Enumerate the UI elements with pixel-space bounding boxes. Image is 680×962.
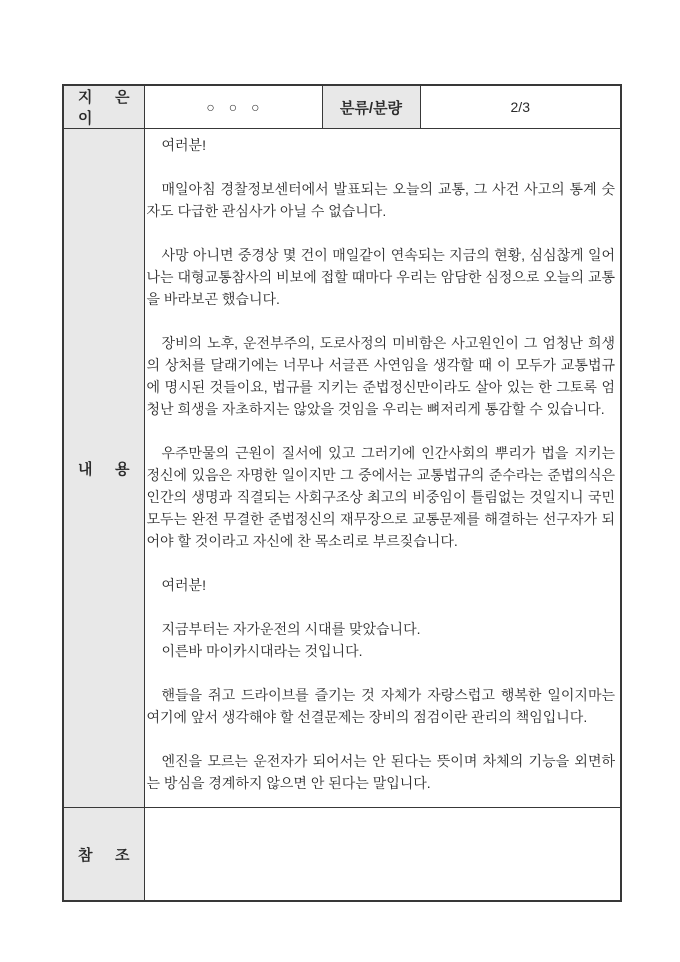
classification-label-cell: 분류/분량 [322, 85, 420, 129]
content-paragraph: 장비의 노후, 운전부주의, 도로사정의 미비함은 사고원인이 그 엄청난 희생의 상처를 달래기에는 너무나 서글픈 사연임을 생각할 때 이 모두가 교통법규에 명시된 것들이요, 법규를 지키는 준법정신만이라도 살아 있는 한 그토록 엄청난 희생을 자초하지는 않았을 것임을 우리는 뼈저리게 통감할 수 있습니다. [146, 335, 615, 417]
classification-value-cell: 2/3 [420, 85, 621, 129]
reference-label: 참 조 [78, 846, 130, 864]
author-label-cell [63, 85, 144, 129]
content-paragraph: 여러분! [161, 137, 206, 153]
author-value-cell: ○ ○ ○ [144, 85, 322, 129]
reference-label-cell [63, 808, 144, 902]
reference-value-cell [144, 808, 621, 902]
content-label: 내 용 [78, 460, 130, 478]
header-row [63, 85, 621, 129]
content-cell [144, 129, 621, 808]
content-paragraph: 여러분! [161, 577, 206, 593]
document-table [62, 84, 622, 902]
content-paragraph: 매일아침 경찰정보센터에서 발표되는 오늘의 교통, 그 사건 사고의 통계 숫자도 다급한 관심사가 아닐 수 없습니다. [146, 181, 615, 219]
reference-row [63, 808, 621, 902]
content-paragraph: 우주만물의 근원이 질서에 있고 그러기에 인간사회의 뿌리가 법을 지키는 정신에 있음은 자명한 일이지만 그 중에서는 교통법규의 준수라는 준법의식은 인간의 생명과 직결되는 사회구조상 최고의 비중임이 틀림없는 것일지니 국민모두는 완전 무결한 준법정신의 재무장으로 교통문제를 해결하는 선구자가 되어야 할 것이라고 자신에 찬 목소리로 부르짖습니다. [146, 445, 615, 549]
content-paragraph: 사망 아니면 중경상 몇 건이 매일같이 연속되는 지금의 현황, 심심찮게 일어나는 대형교통참사의 비보에 접할 때마다 우리는 암담한 심정으로 오늘의 교통을 바라보곤 했습니다. [146, 247, 615, 307]
content-paragraph: 이른바 마이카시대라는 것입니다. [161, 643, 363, 659]
author-label: 지 은 이 [78, 89, 130, 127]
content-row [63, 129, 621, 808]
content-paragraph: 엔진을 모르는 운전자가 되어서는 안 된다는 뜻이며 차체의 기능을 외면하는 방심을 경계하지 않으면 안 된다는 말입니다. [146, 753, 615, 791]
content-label-cell [63, 129, 144, 808]
content-paragraph: 지금부터는 자가운전의 시대를 맞았습니다. [161, 621, 421, 637]
content-paragraph: 핸들을 쥐고 드라이브를 즐기는 것 자체가 자랑스럽고 행복한 일이지마는 여기에 앞서 생각해야 할 선결문제는 장비의 점검이란 관리의 책임입니다. [146, 687, 615, 725]
content-paragraphs [147, 134, 616, 794]
